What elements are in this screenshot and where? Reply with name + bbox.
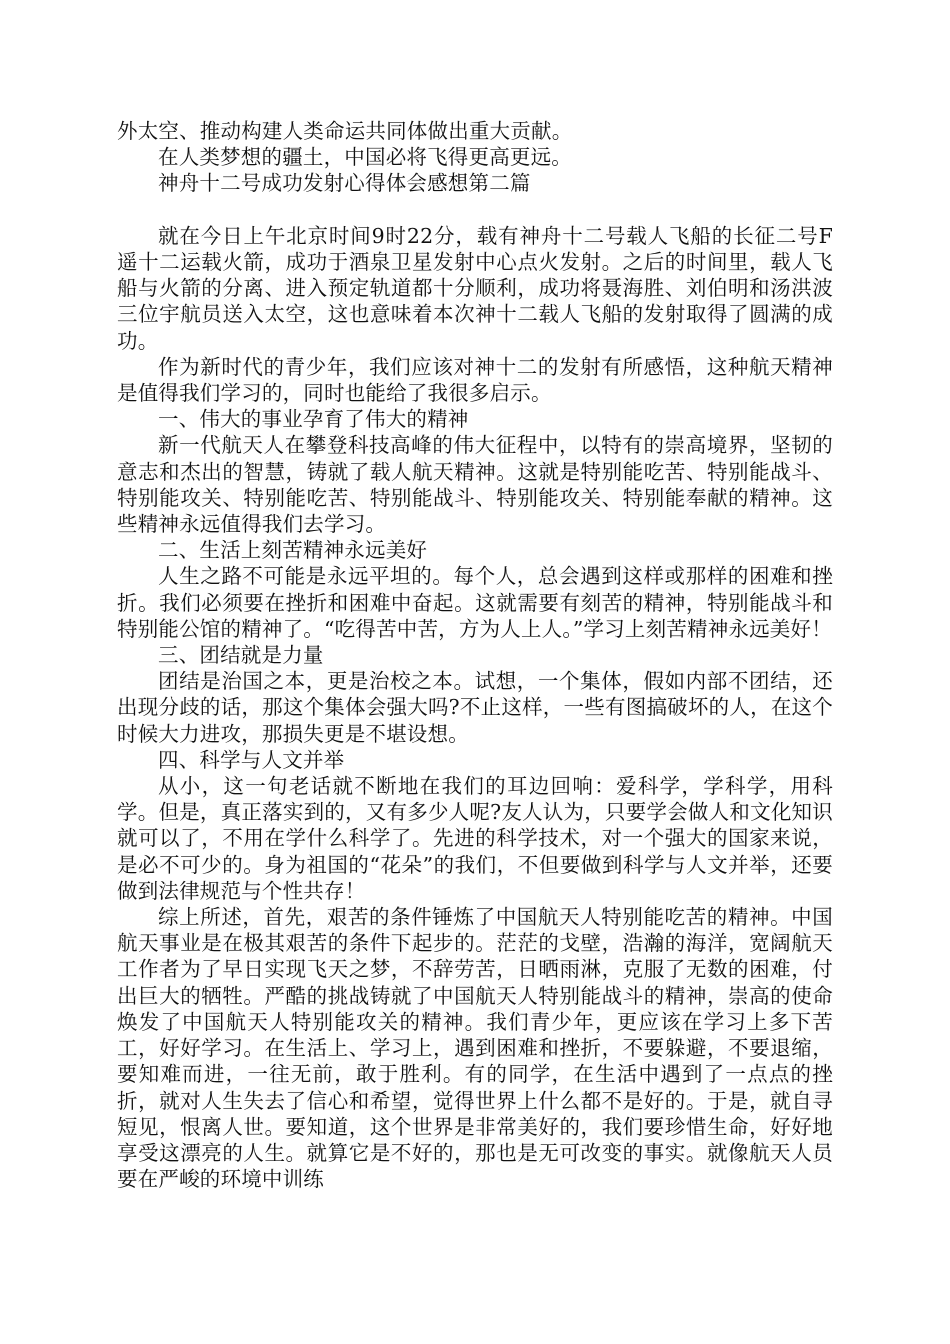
heading-2: 二、生活上刻苦精神永远美好 (158, 538, 428, 563)
heading-4: 四、科学与人文并举 (158, 747, 345, 772)
heading-3: 三、团结就是力量 (158, 643, 324, 668)
paragraph-9: 人生之路不可能是永远平坦的。每个人，总会遇到这样或那样的困难和挫折。我们必须要在挫折和困难中奋起。这就需要有刻苦的精神，特别能战斗和特别能公馆的精神了。“吃得苦中苦，方为人上人。”学习上刻苦精神永远美好！ (117, 564, 833, 641)
paragraph-2: 在人类梦想的疆土，中国必将飞得更高更远。 (158, 145, 572, 170)
section-title: 神舟十二号成功发射心得体会感想第二篇 (158, 171, 531, 196)
document-body (117, 118, 833, 1192)
paragraph-5: 作为新时代的青少年，我们应该对神十二的发射有所感悟，这种航天精神是值得我们学习的，同时也能给了我很多启示。 (117, 354, 833, 406)
paragraph-4: 就在今日上午北京时间9时22分，载有神舟十二号载人飞船的长征二号F遥十二运载火箭，成功于酒泉卫星发射中心点火发射。之后的时间里，载人飞船与火箭的分离、进入预定轨道都十分顺利，成功将聂海胜、刘伯明和汤洪波三位宇航员送入太空，这也意味着本次神十二载人飞船的发射取得了圆满的成功。 (117, 223, 833, 353)
paragraph-11: 团结是治国之本，更是治校之本。试想，一个集体，假如内部不团结，还出现分歧的话，那这个集体会强大吗?不止这样，一些有图搞破坏的人，在这个时候大力进攻，那损失更是不堪设想。 (117, 669, 833, 746)
paragraph-7: 新一代航天人在攀登科技高峰的伟大征程中，以特有的崇高境界，坚韧的意志和杰出的智慧，铸就了载人航天精神。这就是特别能吃苦、特别能战斗、特别能攻关、特别能吃苦、特别能战斗、特别能攻关、特别能奉献的精神。这些精神永远值得我们去学习。 (117, 433, 833, 537)
heading-1: 一、伟大的事业孕育了伟大的精神 (158, 407, 469, 432)
paragraph-1: 外太空、推动构建人类命运共同体做出重大贡献。 (117, 119, 573, 143)
blank-line (117, 197, 833, 223)
paragraph-14: 综上所述，首先，艰苦的条件锤炼了中国航天人特别能吃苦的精神。中国航天事业是在极其艰苦的条件下起步的。茫茫的戈壁，浩瀚的海洋，宽阔航天工作者为了早日实现飞天之梦，不辞劳苦，日晒雨淋，克服了无数的困难，付出巨大的牺牲。严酷的挑战铸就了中国航天人特别能战斗的精神，崇高的使命焕发了中国航天人特别能攻关的精神。我们青少年，更应该在学习上多下苦工，好好学习。在生活上、学习上，遇到困难和挫折，不要躲避，不要退缩，要知难而进，一往无前，敢于胜利。有的同学，在生活中遇到了一点点的挫折，就对人生失去了信心和希望，觉得世界上什么都不是好的。于是，就自寻短见，恨离人世。要知道，这个世界是非常美好的，我们要珍惜生命，好好地享受这漂亮的人生。就算它是不好的，那也是无可改变的事实。就像航天人员要在严峻的环境中训练 (117, 905, 833, 1192)
paragraph-13: 从小，这一句老话就不断地在我们的耳边回响：爱科学，学科学，用科学。但是，真正落实到的，又有多少人呢?友人认为，只要学会做人和文化知识就可以了，不用在学什么科学了。先进的科学技术，对一个强大的国家来说，是必不可少的。身为祖国的“花朵”的我们，不但要做到科学与人文并举，还要做到法律规范与个性共存！ (117, 774, 833, 903)
